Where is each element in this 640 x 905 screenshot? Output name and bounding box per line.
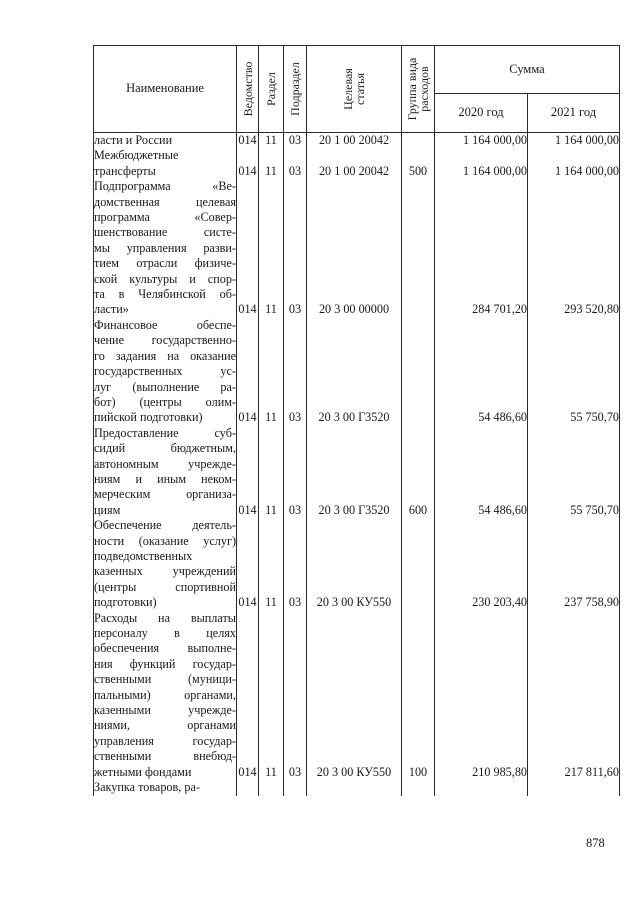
row-razdel: 11 — [259, 318, 284, 426]
row-name-line: ской культуры и спор- — [94, 271, 236, 286]
row-name-line: шенствование систе- — [94, 225, 236, 240]
row-name-line: тием отрасли физиче- — [94, 256, 236, 271]
table-row — [94, 518, 620, 610]
header-summa: Сумма — [435, 46, 620, 94]
row-sum-2021: 293 520,80 — [528, 179, 620, 318]
row-vedomstvo: 014 — [237, 179, 259, 318]
row-name-line: программа «Совер- — [94, 210, 236, 225]
row-name-line: та в Челябинской об- — [94, 287, 236, 302]
row-vid-rashodov: 100 — [402, 611, 435, 780]
row-razdel: 11 — [259, 518, 284, 610]
header-year-2020: 2020 год — [435, 93, 528, 132]
row-celevaya-statya: 20 3 00 Г3520 — [307, 426, 402, 518]
row-podrazdel: 03 — [284, 148, 307, 179]
row-name-line: го задания на оказание — [94, 348, 236, 363]
row-razdel: 11 — [259, 148, 284, 179]
table-body — [94, 133, 620, 796]
row-vid-rashodov — [402, 780, 435, 796]
row-name-line: Финансовое обеспе- — [94, 317, 236, 332]
page-number: 878 — [586, 836, 605, 850]
row-name — [94, 133, 237, 149]
row-name-line: Обеспечение деятель- — [94, 518, 236, 533]
row-name-line: автономным учрежде- — [94, 456, 236, 471]
row-razdel — [259, 780, 284, 796]
row-name-line: Предоставление суб- — [94, 425, 236, 440]
row-name — [94, 426, 237, 518]
row-name-line: ласти и России — [94, 133, 173, 147]
row-vid-rashodov — [402, 179, 435, 318]
row-name-line: циям — [94, 502, 121, 517]
row-name-line: государственных ус- — [94, 364, 236, 379]
row-podrazdel: 03 — [284, 133, 307, 149]
header-name: Наименование — [94, 46, 237, 133]
row-celevaya-statya: 20 3 00 00000 — [307, 179, 402, 318]
row-name-line: ласти» — [94, 302, 129, 317]
row-name-line: Подпрограмма «Ве- — [94, 179, 236, 194]
row-celevaya-statya: 20 1 00 20042 — [307, 148, 402, 179]
row-podrazdel: 03 — [284, 611, 307, 780]
row-vedomstvo: 014 — [237, 148, 259, 179]
row-name-line: Закупка товаров, ра- — [94, 780, 200, 795]
row-name-line: трансферты — [94, 163, 156, 178]
row-name — [94, 179, 237, 318]
row-sum-2020: 1 164 000,00 — [435, 133, 528, 149]
row-sum-2020 — [435, 780, 528, 796]
row-sum-2021: 1 164 000,00 — [528, 133, 620, 149]
row-razdel: 11 — [259, 133, 284, 149]
row-vedomstvo: 014 — [237, 426, 259, 518]
row-vid-rashodov — [402, 318, 435, 426]
row-vedomstvo: 014 — [238, 133, 257, 147]
row-sum-2021: 1 164 000,00 — [528, 148, 620, 179]
row-name-line: (центры спортивной — [94, 579, 236, 594]
header-podrazdel: Подраздел — [284, 46, 307, 133]
row-celevaya-statya — [307, 780, 402, 796]
table-row — [94, 611, 620, 780]
row-name-line: мы управления разви- — [94, 240, 236, 255]
row-podrazdel: 03 — [284, 426, 307, 518]
row-razdel: 11 — [259, 426, 284, 518]
row-sum-2020: 230 203,40 — [435, 518, 528, 610]
header-vedomstvo: Ведомство — [237, 46, 259, 133]
row-sum-2020: 210 985,80 — [435, 611, 528, 780]
row-podrazdel — [284, 780, 307, 796]
table-row — [94, 426, 620, 518]
row-vid-rashodov: 500 — [402, 148, 435, 179]
row-sum-2021: 237 758,90 — [528, 518, 620, 610]
row-name — [94, 148, 237, 179]
row-sum-2021: 217 811,60 — [528, 611, 620, 780]
row-name — [94, 780, 237, 796]
row-name-line: бот) (центры олим- — [94, 394, 236, 409]
row-name-line: казенных учреждений — [94, 564, 236, 579]
row-sum-2021: 55 750,70 — [528, 426, 620, 518]
row-name-line: персоналу в целях — [94, 626, 236, 640]
row-name-line: казенными учрежде- — [94, 703, 236, 718]
row-name-line: пальными) органами, — [94, 687, 236, 702]
row-name-line: луг (выполнение ра- — [94, 379, 236, 394]
row-name-line: подготовки) — [94, 595, 157, 610]
table-row — [94, 780, 620, 796]
row-name-line: управления государ- — [94, 733, 236, 748]
row-sum-2020: 284 701,20 — [435, 179, 528, 318]
row-name-line: обеспечения выполне- — [94, 641, 236, 656]
row-razdel: 11 — [259, 611, 284, 780]
row-name-line: подведомственных — [94, 548, 193, 563]
row-vid-rashodov — [402, 518, 435, 610]
table-header — [94, 46, 620, 133]
row-podrazdel: 03 — [284, 518, 307, 610]
row-podrazdel: 03 — [284, 318, 307, 426]
row-name-line: ниями, органами — [94, 718, 236, 733]
row-razdel: 11 — [259, 179, 284, 318]
row-name-line: Межбюджетные — [94, 148, 179, 163]
row-name-line: ниям и иным неком- — [94, 471, 236, 486]
row-vedomstvo — [237, 780, 259, 796]
row-sum-2020: 54 486,60 — [435, 426, 528, 518]
row-podrazdel: 03 — [284, 179, 307, 318]
row-sum-2021: 55 750,70 — [528, 318, 620, 426]
row-name-line: Расходы на выплаты — [94, 610, 236, 625]
header-razdel: Раздел — [259, 46, 284, 133]
row-name — [94, 518, 237, 610]
row-sum-2020: 54 486,60 — [435, 318, 528, 426]
row-vedomstvo: 014 — [237, 611, 259, 780]
row-sum-2020: 1 164 000,00 — [435, 148, 528, 179]
row-name-line: ния функций государ- — [94, 656, 236, 671]
row-vid-rashodov — [402, 133, 435, 149]
row-celevaya-statya: 20 1 00 20042 — [307, 133, 402, 149]
header-gruppa-vida-rashodov: Группа вида расходов — [402, 46, 435, 133]
header-year-2021: 2021 год — [528, 93, 620, 132]
row-name-line: жетными фондами — [94, 764, 192, 779]
row-name-line: сидий бюджетным, — [94, 441, 236, 456]
table-row — [94, 318, 620, 426]
row-name-line: ности (оказание услуг) — [94, 533, 236, 548]
row-name-line: чение государственно- — [94, 333, 236, 348]
row-sum-2021 — [528, 780, 620, 796]
table-row — [94, 179, 620, 318]
header-celevaya-statya: Целевая статья — [307, 46, 402, 133]
row-name-line: мерческим организа- — [94, 487, 236, 502]
row-name-line: пийской подготовки) — [94, 410, 203, 425]
row-vedomstvo: 014 — [237, 318, 259, 426]
row-celevaya-statya: 20 3 00 КУ550 — [307, 611, 402, 780]
row-name-line: ственными внебюд- — [94, 749, 236, 764]
row-vid-rashodov: 600 — [402, 426, 435, 518]
row-name — [94, 611, 237, 780]
row-celevaya-statya: 20 3 00 Г3520 — [307, 318, 402, 426]
table-row — [94, 148, 620, 179]
row-vedomstvo: 014 — [237, 518, 259, 610]
row-name-line: домственная целевая — [94, 194, 236, 209]
row-name-line: ственными (муници- — [94, 672, 236, 687]
row-name — [94, 318, 237, 426]
row-celevaya-statya: 20 3 00 КУ550 — [307, 518, 402, 610]
table-row — [94, 133, 620, 149]
budget-table — [93, 45, 620, 796]
